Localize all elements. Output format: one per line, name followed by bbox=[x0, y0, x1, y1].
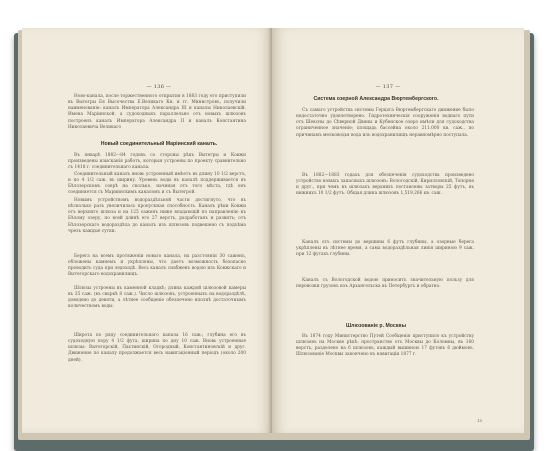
left-intro-paragraph: Ново-канала, после торжественного открытия в 1883 году его приступили въ Вытегры Ея Высочества Е.Великаго Кн. и гг. Министровъ, получили наименованіе: каналъ Императора Александра III и каналы Николаевскій. Имена Марiинской, а судоходныхъ параллельно отъ новыхъ шлюзовъ построенъ каналъ Императора Александра II и каналъ Константина Николаевича Великаго bbox=[68, 94, 246, 130]
left-page-number: — 136 — bbox=[146, 84, 172, 90]
left-paragraph: Широта по ряду соединительнаго канала 16 саж.; глубина его въ судоходную пору 4 1/2 фута, ширина по дну 10 саж. Вновь устроенные шлюзы: Вытегорскій, Пахтинскій, Огородный, Константиновскій и друг. Движение по каналу продолжается весь навигаціонный періодъ (около 200 дней). bbox=[68, 333, 246, 363]
right-section-heading-2: Шлюзованіе р. Москвы bbox=[345, 323, 407, 329]
right-paragraph: Каналъ отъ системы до вершины 6 футъ глубины, а озерные берега укрѣплены въ лѣтнее время, а сама водораздѣльная линія шириною 9 саж. при 12 футахъ глубины. bbox=[296, 240, 474, 258]
left-paragraph: Въ январѣ 1882—84 годовъ со стороны рѣкъ Вытегры и Ковжи произведены изысканія работъ, которыя устроены по проекту сравнительно съ 1418 г. соединительнаго канала. bbox=[68, 153, 246, 171]
left-page bbox=[22, 28, 272, 433]
right-section-heading: Система озерной Александра Вюртембергского. bbox=[313, 96, 439, 102]
right-paragraph: Каналъ съ Вологодской водою приноситъ значительную пользу для перевозки грузовъ изъ Архангельска въ Петербургъ и обратно. bbox=[296, 278, 474, 290]
signature-mark: 15 bbox=[477, 418, 483, 423]
left-paragraph: Берега на всемъ протяженіи новаго канала, на разстояніи 30 саженъ, обложены камнемъ и укрѣплены, что даетъ возможность безопасно проводить суда при ледоходѣ. Весь каналъ снабженъ водою изъ Ковжскаго и Вытегорскаго водохранилищъ. bbox=[68, 254, 246, 278]
left-section-heading: Новый соединительный Маріинский каналъ. bbox=[100, 141, 218, 147]
left-paragraph: Новымъ устройствомъ водораздѣльной части достигнуто, что въ нѣсколько разъ увеличилась пропускная способность. Каналъ рѣки Ковжи отъ верхняго шлюза и на 125 саженъ ниже впадающій по направленію къ Бѣлому озеру, по всей длинѣ его 27 верстъ, разработанъ и развитъ; отъ Бѣлозерскаго водораздѣла до каналъ изъ шлюзовъ подвешено съ подъѣма чрезъ каждые сутки. bbox=[68, 198, 246, 234]
left-paragraph: Соединительный каналъ вновь устроенный имѣетъ въ длину 10 1/2 верстъ, и по 4 1/2 саж. въ ширину. Уровень воды въ каналѣ поддерживается въ Бѣлозерскомъ озерѣ на сколько, начиная отъ того мѣста, гдѣ онъ соединяется съ Мариинскимъ каналомъ и съ Вытегрой. bbox=[68, 172, 246, 196]
left-paragraph: Шлюзы устроены въ каменной кладкѣ; длина каждой шлюзовой камеры въ 35 саж. (въ сваркѣ 8 саж.). Число шлюзовъ, устроенныхъ на водораздѣлѣ, доведено до девяти, а лѣтнее сообщеніе обезпечено вполнѣ достаточнымъ количествомъ воды. bbox=[68, 286, 246, 310]
right-page bbox=[272, 28, 524, 433]
right-page-number: — 137 — bbox=[375, 84, 401, 90]
right-paragraph: Въ 1882—1883 годахъ для обезпеченія судоходства произведено устройство новыхъ запасныхъ шлюзовъ: Вологодскій, Кирилловскій, Топорня и друг., при чемъ въ шлюзахъ верхнихъ поставлены затворы 25 футъ, въ нижнихъ 10 1/2 футъ. Общая длина шлюзовъ 1,519,266 кв. саж. bbox=[296, 173, 474, 197]
right-paragraph: Съ самаго устройства системы Герцога Вюртембергскаго движение было недостаточно удовлетворено. Гидротехническія сооруженія воднаго пути отъ Шексны до Сѣверной Двины и Кубенское озеро имѣли для судоходства ограниченное значеніе; площадь бассейна около 211.000 кв. саж., по причинамъ мелководья вода изъ водохранилищъ неравномѣрно поступала. bbox=[296, 108, 474, 138]
right-paragraph: Въ 1874 году Министерство Путей Сообщенія приступило къ устройству шлюзовъ на Москве рѣкѣ: пространство отъ Москвы до Коломны, въ 160 верстъ, разделено на 6 шлюзовъ, каждый вышиною 17 футовъ 6 дюймовъ. Шлюзованіе Москвы закончено къ навигаціи 1877 г. bbox=[296, 334, 474, 358]
